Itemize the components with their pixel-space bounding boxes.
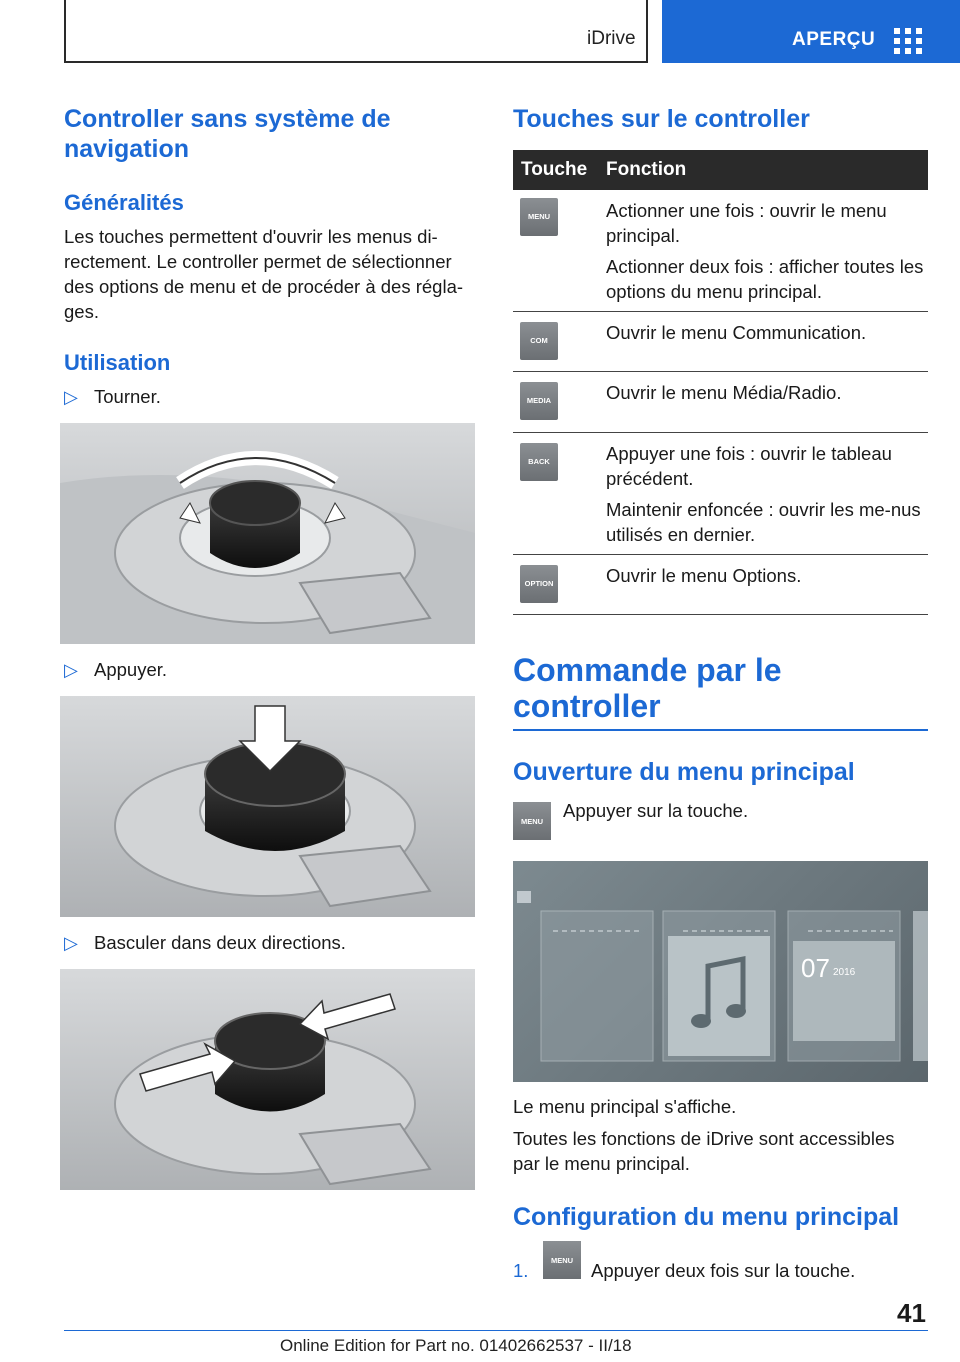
general-paragraph: Les touches permettent d'ouvrir les menus di‐ rectement. Le controller permet de sélectionner des options de menu et de procéder à des régla‐ ges. bbox=[64, 226, 464, 322]
table-row bbox=[513, 312, 928, 372]
config-step-text: Appuyer deux fois sur la touche. bbox=[591, 1260, 856, 1281]
table-cell: Actionner une fois : ouvrir le menu principal. bbox=[606, 200, 887, 246]
table-cell: Appuyer une fois : ouvrir le tableau précédent. bbox=[606, 443, 892, 489]
media-key-icon: MEDIA bbox=[520, 382, 558, 420]
option-key-icon: OPTION bbox=[520, 565, 558, 603]
header-chapter: APERÇU bbox=[792, 29, 876, 50]
screen-year: 2016 bbox=[833, 967, 856, 978]
header-bar bbox=[64, 0, 648, 63]
open-menu-text: Appuyer sur la touche. bbox=[563, 800, 749, 821]
footer-rule bbox=[64, 1330, 928, 1331]
controller-press-illustration bbox=[60, 696, 475, 917]
heading-rule bbox=[513, 729, 928, 731]
screen-date: 07 bbox=[801, 953, 830, 983]
table-cell: Actionner deux fois : afficher toutes les options du menu principal. bbox=[606, 256, 924, 302]
menu-key-icon: MENU bbox=[513, 802, 551, 840]
controller-operation-heading: Commande par le controller bbox=[513, 652, 782, 724]
table-header-function: Fonction bbox=[606, 159, 687, 180]
com-key-icon: COM bbox=[520, 322, 558, 360]
config-heading: Configuration du menu principal bbox=[513, 1203, 900, 1231]
grid-icon bbox=[894, 28, 922, 54]
access-text: Toutes les fonctions de iDrive sont accessibles par le menu principal. bbox=[513, 1128, 895, 1174]
table-cell: Ouvrir le menu Média/Radio. bbox=[606, 382, 842, 403]
open-menu-heading: Ouverture du menu principal bbox=[513, 758, 855, 786]
table-header-key: Touche bbox=[521, 159, 588, 180]
step-press: ▷ Appuyer. bbox=[64, 659, 168, 680]
config-step-number: 1. bbox=[513, 1260, 529, 1281]
controller-tilt-illustration bbox=[60, 969, 475, 1190]
footer-edition: Online Edition for Part no. 01402662537 - II/18 bbox=[280, 1336, 632, 1355]
keys-heading: Touches sur le controller bbox=[513, 105, 810, 133]
page-number: 41 bbox=[897, 1298, 926, 1328]
step-rotate: ▷ Tourner. bbox=[64, 386, 161, 407]
step-tilt: ▷ Basculer dans deux directions. bbox=[64, 932, 346, 953]
keys-table bbox=[513, 150, 928, 615]
table-row bbox=[513, 190, 928, 312]
usage-heading: Utilisation bbox=[64, 350, 171, 375]
table-header bbox=[513, 150, 928, 190]
table-row bbox=[513, 433, 928, 555]
menu-shown-text: Le menu principal s'affiche. bbox=[513, 1096, 737, 1117]
table-row bbox=[513, 555, 928, 615]
general-heading: Généralités bbox=[64, 190, 184, 215]
table-cell: Ouvrir le menu Communication. bbox=[606, 322, 867, 343]
section-title: Controller sans système de navigation bbox=[64, 105, 391, 163]
back-key-icon: BACK bbox=[520, 443, 558, 481]
triangle-bullet-icon: ▷ bbox=[64, 387, 78, 407]
header-chapter-tab bbox=[662, 0, 960, 63]
controller-rotate-illustration bbox=[60, 423, 475, 644]
triangle-bullet-icon: ▷ bbox=[64, 660, 78, 680]
table-cell: Maintenir enfoncée : ouvrir les me‐nus utilisés en dernier. bbox=[606, 499, 921, 545]
header-section: iDrive bbox=[587, 28, 636, 49]
main-menu-screen bbox=[513, 861, 928, 1082]
table-row bbox=[513, 372, 928, 433]
menu-key-icon: MENU bbox=[520, 198, 558, 236]
menu-key-icon: MENU bbox=[543, 1241, 581, 1279]
triangle-bullet-icon: ▷ bbox=[64, 933, 78, 953]
table-cell: Ouvrir le menu Options. bbox=[606, 565, 802, 586]
